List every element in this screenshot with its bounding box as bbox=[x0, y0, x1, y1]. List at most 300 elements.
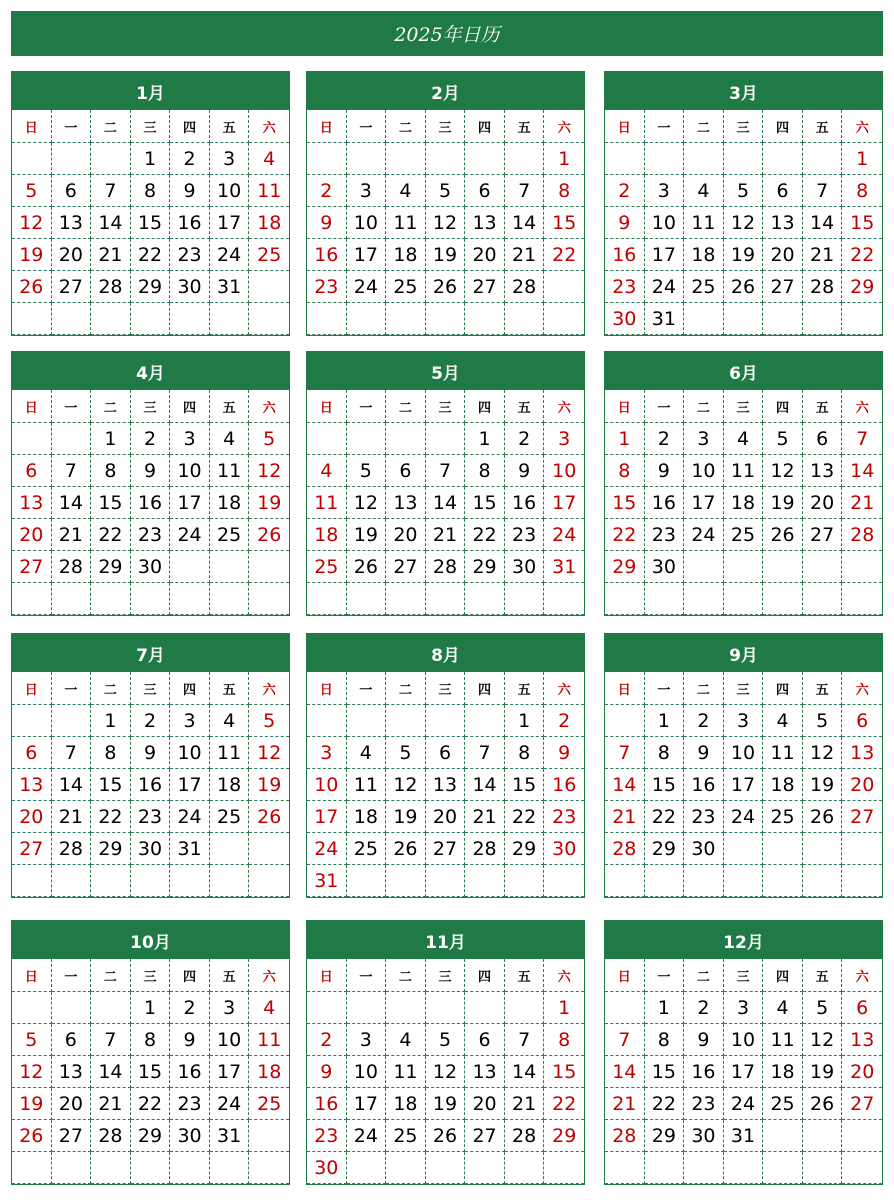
day-cell: 24 bbox=[170, 519, 210, 551]
day-cell: 22 bbox=[131, 239, 171, 271]
day-cell: 13 bbox=[52, 207, 92, 239]
month-card bbox=[11, 633, 290, 898]
weekday-header: 四 bbox=[170, 959, 210, 992]
weekday-header: 五 bbox=[210, 672, 250, 705]
day-cell: 28 bbox=[91, 271, 131, 303]
weekday-header: 五 bbox=[505, 672, 545, 705]
empty-cell bbox=[131, 865, 171, 897]
empty-cell bbox=[605, 143, 645, 175]
day-cell: 13 bbox=[52, 1056, 92, 1088]
empty-cell bbox=[465, 143, 505, 175]
day-cell: 8 bbox=[131, 175, 171, 207]
empty-cell bbox=[249, 1152, 289, 1184]
day-cell: 22 bbox=[91, 801, 131, 833]
empty-cell bbox=[52, 865, 92, 897]
empty-cell bbox=[91, 1152, 131, 1184]
day-cell: 9 bbox=[684, 1024, 724, 1056]
day-cell: 25 bbox=[763, 801, 803, 833]
empty-cell bbox=[465, 992, 505, 1024]
day-cell: 4 bbox=[763, 705, 803, 737]
day-cell: 31 bbox=[210, 1120, 250, 1152]
day-cell: 10 bbox=[210, 1024, 250, 1056]
day-cell: 26 bbox=[763, 519, 803, 551]
weekday-header: 三 bbox=[724, 390, 764, 423]
day-cell: 17 bbox=[210, 207, 250, 239]
day-cell: 30 bbox=[684, 1120, 724, 1152]
day-cell: 5 bbox=[347, 455, 387, 487]
day-cell: 7 bbox=[505, 175, 545, 207]
empty-cell bbox=[426, 143, 466, 175]
weekday-header: 三 bbox=[426, 672, 466, 705]
day-grid bbox=[605, 390, 882, 615]
month-title: 7月 bbox=[12, 634, 289, 672]
day-cell: 22 bbox=[645, 801, 685, 833]
empty-cell bbox=[605, 1152, 645, 1184]
day-cell: 9 bbox=[131, 455, 171, 487]
empty-cell bbox=[465, 583, 505, 615]
day-cell: 19 bbox=[426, 1088, 466, 1120]
day-cell: 19 bbox=[347, 519, 387, 551]
day-cell: 25 bbox=[210, 801, 250, 833]
month-card bbox=[11, 71, 290, 336]
empty-cell bbox=[763, 583, 803, 615]
day-cell: 27 bbox=[842, 801, 882, 833]
day-cell: 5 bbox=[763, 423, 803, 455]
day-cell: 28 bbox=[505, 1120, 545, 1152]
day-cell: 15 bbox=[544, 1056, 584, 1088]
empty-cell bbox=[842, 833, 882, 865]
weekday-header: 四 bbox=[465, 959, 505, 992]
empty-cell bbox=[91, 143, 131, 175]
day-grid bbox=[12, 672, 289, 897]
day-cell: 13 bbox=[465, 207, 505, 239]
day-cell: 26 bbox=[249, 519, 289, 551]
weekday-header: 二 bbox=[386, 390, 426, 423]
weekday-header: 二 bbox=[684, 110, 724, 143]
day-cell: 14 bbox=[505, 207, 545, 239]
empty-cell bbox=[52, 583, 92, 615]
day-cell: 2 bbox=[544, 705, 584, 737]
day-cell: 17 bbox=[170, 769, 210, 801]
day-cell: 5 bbox=[724, 175, 764, 207]
day-cell: 4 bbox=[763, 992, 803, 1024]
day-cell: 12 bbox=[12, 1056, 52, 1088]
day-cell: 11 bbox=[307, 487, 347, 519]
weekday-header: 五 bbox=[803, 959, 843, 992]
weekday-header: 三 bbox=[131, 672, 171, 705]
weekday-header: 五 bbox=[803, 390, 843, 423]
weekday-header: 六 bbox=[249, 959, 289, 992]
day-cell: 14 bbox=[91, 1056, 131, 1088]
empty-cell bbox=[91, 865, 131, 897]
empty-cell bbox=[842, 551, 882, 583]
day-cell: 22 bbox=[465, 519, 505, 551]
day-cell: 7 bbox=[465, 737, 505, 769]
day-cell: 14 bbox=[91, 207, 131, 239]
empty-cell bbox=[131, 583, 171, 615]
weekday-header: 一 bbox=[52, 959, 92, 992]
empty-cell bbox=[763, 865, 803, 897]
day-cell: 11 bbox=[386, 207, 426, 239]
weekday-header: 二 bbox=[91, 390, 131, 423]
weekday-header: 四 bbox=[763, 110, 803, 143]
day-cell: 26 bbox=[12, 1120, 52, 1152]
day-cell: 18 bbox=[724, 487, 764, 519]
day-cell: 10 bbox=[544, 455, 584, 487]
day-cell: 2 bbox=[684, 992, 724, 1024]
day-cell: 19 bbox=[249, 487, 289, 519]
day-cell: 5 bbox=[803, 992, 843, 1024]
day-cell: 12 bbox=[426, 207, 466, 239]
day-cell: 10 bbox=[724, 1024, 764, 1056]
weekday-header: 六 bbox=[842, 672, 882, 705]
weekday-header: 六 bbox=[842, 390, 882, 423]
empty-cell bbox=[684, 1152, 724, 1184]
empty-cell bbox=[249, 833, 289, 865]
day-cell: 15 bbox=[645, 769, 685, 801]
empty-cell bbox=[12, 865, 52, 897]
day-cell: 10 bbox=[170, 455, 210, 487]
day-cell: 29 bbox=[842, 271, 882, 303]
empty-cell bbox=[307, 143, 347, 175]
day-cell: 10 bbox=[724, 737, 764, 769]
day-cell: 16 bbox=[131, 769, 171, 801]
empty-cell bbox=[724, 865, 764, 897]
day-cell: 1 bbox=[505, 705, 545, 737]
day-cell: 27 bbox=[52, 271, 92, 303]
day-cell: 18 bbox=[249, 1056, 289, 1088]
empty-cell bbox=[386, 1152, 426, 1184]
weekday-header: 二 bbox=[684, 959, 724, 992]
day-grid bbox=[12, 390, 289, 615]
day-cell: 20 bbox=[803, 487, 843, 519]
month-title: 6月 bbox=[605, 352, 882, 390]
day-cell: 14 bbox=[605, 769, 645, 801]
empty-cell bbox=[465, 865, 505, 897]
day-cell: 26 bbox=[426, 1120, 466, 1152]
month-card bbox=[604, 71, 883, 336]
empty-cell bbox=[505, 303, 545, 335]
month-card bbox=[306, 351, 585, 616]
month-title: 9月 bbox=[605, 634, 882, 672]
day-cell: 7 bbox=[91, 175, 131, 207]
empty-cell bbox=[170, 303, 210, 335]
weekday-header: 日 bbox=[12, 959, 52, 992]
empty-cell bbox=[544, 865, 584, 897]
day-cell: 21 bbox=[91, 239, 131, 271]
day-cell: 10 bbox=[645, 207, 685, 239]
day-cell: 24 bbox=[307, 833, 347, 865]
day-cell: 24 bbox=[210, 1088, 250, 1120]
weekday-header: 五 bbox=[505, 390, 545, 423]
empty-cell bbox=[12, 1152, 52, 1184]
day-cell: 18 bbox=[763, 1056, 803, 1088]
day-grid bbox=[605, 110, 882, 335]
empty-cell bbox=[170, 865, 210, 897]
empty-cell bbox=[386, 705, 426, 737]
day-cell: 1 bbox=[544, 992, 584, 1024]
day-cell: 16 bbox=[307, 239, 347, 271]
day-cell: 18 bbox=[210, 487, 250, 519]
day-cell: 15 bbox=[91, 487, 131, 519]
day-cell: 7 bbox=[426, 455, 466, 487]
day-cell: 15 bbox=[605, 487, 645, 519]
day-cell: 7 bbox=[91, 1024, 131, 1056]
empty-cell bbox=[684, 143, 724, 175]
day-cell: 28 bbox=[426, 551, 466, 583]
weekday-header: 三 bbox=[426, 110, 466, 143]
day-cell: 7 bbox=[605, 737, 645, 769]
empty-cell bbox=[684, 865, 724, 897]
day-cell: 6 bbox=[52, 175, 92, 207]
day-cell: 5 bbox=[249, 423, 289, 455]
day-cell: 25 bbox=[386, 1120, 426, 1152]
weekday-header: 日 bbox=[307, 959, 347, 992]
empty-cell bbox=[803, 833, 843, 865]
day-cell: 1 bbox=[544, 143, 584, 175]
month-title: 11月 bbox=[307, 921, 584, 959]
day-grid bbox=[605, 959, 882, 1184]
day-cell: 29 bbox=[645, 833, 685, 865]
day-cell: 20 bbox=[12, 519, 52, 551]
day-cell: 8 bbox=[544, 175, 584, 207]
day-cell: 14 bbox=[52, 769, 92, 801]
day-cell: 11 bbox=[210, 737, 250, 769]
day-cell: 18 bbox=[684, 239, 724, 271]
weekday-header: 六 bbox=[249, 110, 289, 143]
day-cell: 13 bbox=[803, 455, 843, 487]
weekday-header: 二 bbox=[386, 959, 426, 992]
day-cell: 31 bbox=[724, 1120, 764, 1152]
weekday-header: 日 bbox=[12, 672, 52, 705]
empty-cell bbox=[12, 303, 52, 335]
day-cell: 16 bbox=[684, 1056, 724, 1088]
day-cell: 25 bbox=[249, 239, 289, 271]
empty-cell bbox=[249, 271, 289, 303]
day-cell: 3 bbox=[307, 737, 347, 769]
day-cell: 2 bbox=[605, 175, 645, 207]
weekday-header: 二 bbox=[684, 390, 724, 423]
day-cell: 5 bbox=[426, 175, 466, 207]
day-cell: 6 bbox=[465, 175, 505, 207]
day-cell: 8 bbox=[131, 1024, 171, 1056]
day-cell: 19 bbox=[12, 1088, 52, 1120]
day-cell: 23 bbox=[131, 801, 171, 833]
day-cell: 25 bbox=[386, 271, 426, 303]
day-cell: 12 bbox=[763, 455, 803, 487]
empty-cell bbox=[645, 143, 685, 175]
day-cell: 11 bbox=[210, 455, 250, 487]
empty-cell bbox=[170, 551, 210, 583]
day-cell: 10 bbox=[307, 769, 347, 801]
weekday-header: 六 bbox=[842, 959, 882, 992]
empty-cell bbox=[52, 705, 92, 737]
day-cell: 9 bbox=[645, 455, 685, 487]
day-cell: 3 bbox=[645, 175, 685, 207]
weekday-header: 六 bbox=[249, 390, 289, 423]
day-cell: 27 bbox=[52, 1120, 92, 1152]
day-cell: 14 bbox=[426, 487, 466, 519]
empty-cell bbox=[684, 551, 724, 583]
day-cell: 29 bbox=[131, 271, 171, 303]
day-cell: 21 bbox=[52, 801, 92, 833]
day-cell: 29 bbox=[465, 551, 505, 583]
day-cell: 6 bbox=[386, 455, 426, 487]
weekday-header: 四 bbox=[170, 110, 210, 143]
weekday-header: 四 bbox=[465, 390, 505, 423]
day-cell: 11 bbox=[386, 1056, 426, 1088]
empty-cell bbox=[724, 1152, 764, 1184]
day-grid bbox=[307, 110, 584, 335]
empty-cell bbox=[249, 865, 289, 897]
day-cell: 1 bbox=[465, 423, 505, 455]
weekday-header: 一 bbox=[645, 390, 685, 423]
day-cell: 12 bbox=[386, 769, 426, 801]
day-cell: 1 bbox=[645, 705, 685, 737]
day-cell: 17 bbox=[347, 1088, 387, 1120]
day-cell: 24 bbox=[347, 1120, 387, 1152]
day-cell: 19 bbox=[12, 239, 52, 271]
day-cell: 30 bbox=[605, 303, 645, 335]
day-cell: 23 bbox=[131, 519, 171, 551]
day-cell: 17 bbox=[347, 239, 387, 271]
day-cell: 5 bbox=[12, 175, 52, 207]
day-cell: 7 bbox=[605, 1024, 645, 1056]
day-cell: 18 bbox=[249, 207, 289, 239]
day-cell: 10 bbox=[347, 207, 387, 239]
empty-cell bbox=[605, 992, 645, 1024]
day-cell: 3 bbox=[724, 992, 764, 1024]
month-card bbox=[604, 633, 883, 898]
day-cell: 25 bbox=[684, 271, 724, 303]
day-cell: 30 bbox=[645, 551, 685, 583]
day-cell: 16 bbox=[307, 1088, 347, 1120]
day-cell: 6 bbox=[12, 737, 52, 769]
day-cell: 28 bbox=[505, 271, 545, 303]
day-cell: 15 bbox=[131, 207, 171, 239]
day-cell: 27 bbox=[465, 1120, 505, 1152]
day-cell: 9 bbox=[170, 175, 210, 207]
month-card bbox=[11, 920, 290, 1185]
day-cell: 9 bbox=[505, 455, 545, 487]
weekday-header: 六 bbox=[544, 390, 584, 423]
day-cell: 3 bbox=[210, 143, 250, 175]
weekday-header: 二 bbox=[91, 672, 131, 705]
empty-cell bbox=[763, 143, 803, 175]
day-cell: 1 bbox=[91, 423, 131, 455]
day-cell: 1 bbox=[645, 992, 685, 1024]
empty-cell bbox=[347, 583, 387, 615]
empty-cell bbox=[724, 143, 764, 175]
day-cell: 13 bbox=[426, 769, 466, 801]
day-cell: 7 bbox=[842, 423, 882, 455]
empty-cell bbox=[249, 303, 289, 335]
day-cell: 8 bbox=[465, 455, 505, 487]
month-title: 12月 bbox=[605, 921, 882, 959]
day-cell: 8 bbox=[505, 737, 545, 769]
day-cell: 27 bbox=[803, 519, 843, 551]
empty-cell bbox=[803, 1120, 843, 1152]
day-cell: 3 bbox=[170, 705, 210, 737]
day-cell: 16 bbox=[544, 769, 584, 801]
empty-cell bbox=[12, 143, 52, 175]
weekday-header: 四 bbox=[763, 390, 803, 423]
empty-cell bbox=[91, 303, 131, 335]
weekday-header: 三 bbox=[724, 110, 764, 143]
day-cell: 20 bbox=[842, 1056, 882, 1088]
day-cell: 11 bbox=[684, 207, 724, 239]
weekday-header: 四 bbox=[763, 959, 803, 992]
empty-cell bbox=[505, 1152, 545, 1184]
day-grid bbox=[307, 672, 584, 897]
day-cell: 28 bbox=[52, 833, 92, 865]
empty-cell bbox=[763, 1120, 803, 1152]
day-cell: 17 bbox=[170, 487, 210, 519]
empty-cell bbox=[505, 865, 545, 897]
day-cell: 2 bbox=[170, 992, 210, 1024]
day-cell: 22 bbox=[605, 519, 645, 551]
day-cell: 19 bbox=[803, 1056, 843, 1088]
empty-cell bbox=[210, 833, 250, 865]
empty-cell bbox=[842, 1152, 882, 1184]
day-cell: 2 bbox=[505, 423, 545, 455]
day-cell: 29 bbox=[91, 833, 131, 865]
day-cell: 17 bbox=[210, 1056, 250, 1088]
weekday-header: 六 bbox=[842, 110, 882, 143]
day-cell: 4 bbox=[210, 705, 250, 737]
day-cell: 24 bbox=[684, 519, 724, 551]
month-card bbox=[306, 71, 585, 336]
day-cell: 22 bbox=[505, 801, 545, 833]
day-cell: 18 bbox=[210, 769, 250, 801]
weekday-header: 二 bbox=[684, 672, 724, 705]
day-cell: 22 bbox=[645, 1088, 685, 1120]
day-cell: 15 bbox=[465, 487, 505, 519]
day-cell: 14 bbox=[803, 207, 843, 239]
weekday-header: 五 bbox=[505, 110, 545, 143]
day-cell: 26 bbox=[347, 551, 387, 583]
empty-cell bbox=[307, 583, 347, 615]
day-cell: 23 bbox=[544, 801, 584, 833]
day-cell: 30 bbox=[170, 1120, 210, 1152]
day-cell: 20 bbox=[842, 769, 882, 801]
day-cell: 31 bbox=[307, 865, 347, 897]
empty-cell bbox=[842, 583, 882, 615]
weekday-header: 四 bbox=[170, 390, 210, 423]
day-cell: 19 bbox=[386, 801, 426, 833]
day-cell: 17 bbox=[724, 1056, 764, 1088]
empty-cell bbox=[210, 583, 250, 615]
day-cell: 2 bbox=[645, 423, 685, 455]
empty-cell bbox=[210, 1152, 250, 1184]
empty-cell bbox=[803, 551, 843, 583]
day-cell: 8 bbox=[605, 455, 645, 487]
day-cell: 19 bbox=[803, 769, 843, 801]
empty-cell bbox=[307, 705, 347, 737]
weekday-header: 五 bbox=[803, 672, 843, 705]
day-cell: 19 bbox=[724, 239, 764, 271]
day-cell: 24 bbox=[347, 271, 387, 303]
empty-cell bbox=[307, 423, 347, 455]
empty-cell bbox=[544, 303, 584, 335]
weekday-header: 一 bbox=[347, 672, 387, 705]
day-cell: 20 bbox=[52, 239, 92, 271]
weekday-header: 日 bbox=[605, 959, 645, 992]
month-card bbox=[604, 351, 883, 616]
day-cell: 27 bbox=[12, 833, 52, 865]
weekday-header: 六 bbox=[544, 959, 584, 992]
day-cell: 21 bbox=[505, 239, 545, 271]
